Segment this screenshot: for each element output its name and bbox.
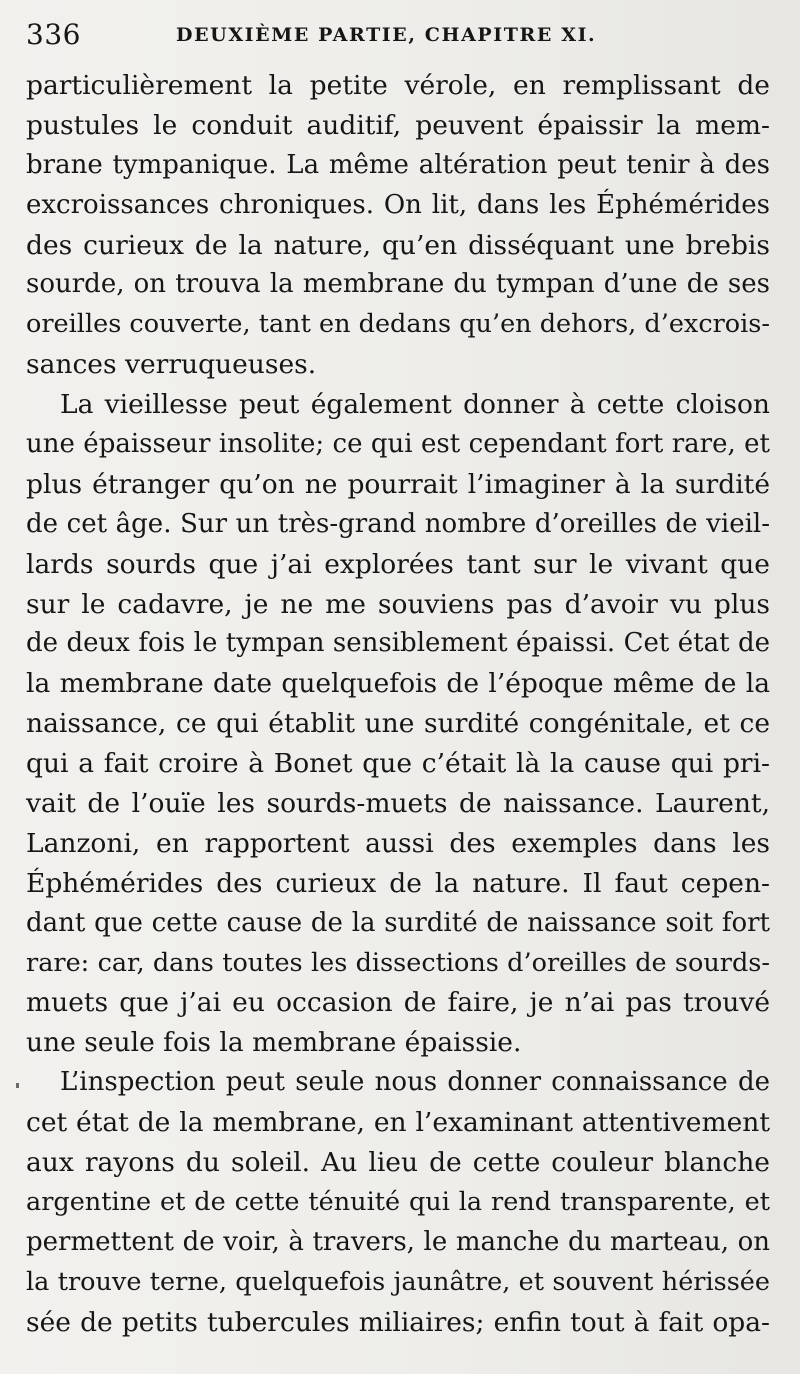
text-line: sur le cadavre, je ne me souviens pas d’avoir vu plus: [26, 588, 770, 620]
text-line: sée de petits tubercules miliaires; enfin tout à fait opa-: [26, 1306, 770, 1338]
text-line: brane tympanique. La même altération peut tenir à des: [26, 149, 770, 180]
text-line: cet état de la membrane, en l’examinant attentivement: [26, 1107, 770, 1139]
text-line: permettent de voir, à travers, le manche du marteau, on: [26, 1226, 770, 1257]
text-line: la membrane date quelquefois de l’époque même de la: [26, 668, 770, 700]
running-head: DEUXIÈME PARTIE, CHAPITRE XI.: [176, 24, 597, 46]
text-line: sourde, on trouva la membrane du tympan d’une de ses: [26, 269, 770, 300]
text-line: la trouve terne, quelquefois jaunâtre, et souvent hérissée: [26, 1266, 770, 1297]
text-line: aux rayons du soleil. Au lieu de cette couleur blanche: [26, 1147, 770, 1179]
paragraph-mark: [16, 1083, 19, 1088]
text-line: La vieillesse peut également donner à cette cloison: [60, 389, 770, 421]
body-text: [26, 66, 770, 1343]
text-line: lards sourds que j’ai explorées tant sur le vivant que: [26, 548, 770, 580]
text-line: plus étranger qu’on ne pourrait l’imaginer à la surdité: [26, 468, 770, 500]
text-line: excroissances chroniques. On lit, dans les Éphémérides: [26, 189, 770, 220]
text-line: de cet âge. Sur un très-grand nombre d’oreilles de vieil-: [26, 508, 770, 539]
text-line: dant que cette cause de la surdité de naissance soit fort: [26, 907, 770, 938]
text-line: naissance, ce qui établit une surdité congénitale, et ce: [26, 708, 770, 740]
text-line: des curieux de la nature, qu’en disséquant une brebis: [26, 229, 770, 261]
text-line: oreilles couverte, tant en dedans qu’en dehors, d’excrois-: [26, 309, 770, 340]
text-line: particulièrement la petite vérole, en remplissant de: [26, 70, 770, 101]
text-line: Éphémérides des curieux de la nature. Il faut cepen-: [26, 867, 770, 899]
text-line: vait de l’ouïe les sourds-muets de naissance. Laurent,: [26, 788, 770, 820]
text-line: Lanzoni, en rapportent aussi des exemples dans les: [26, 827, 770, 859]
text-line: une seule fois la membrane épaissie.: [26, 1027, 522, 1059]
text-line: pustules le conduit auditif, peuvent épaissir la mem-: [26, 109, 770, 141]
page-header: [26, 18, 770, 58]
page-number: 336: [26, 18, 81, 51]
text-line: muets que j’ai eu occasion de faire, je n’ai pas trouvé: [26, 987, 770, 1019]
text-line: qui a fait croire à Bonet que c’était là la cause qui pri-: [26, 748, 770, 780]
text-line: rare: car, dans toutes les dissections d’oreilles de sourds-: [26, 947, 770, 978]
text-line: argentine et de cette ténuité qui la rend transparente, et: [26, 1186, 770, 1217]
text-line: L’inspection peut seule nous donner connaissance de: [60, 1067, 770, 1098]
text-line: de deux fois le tympan sensiblement épaissi. Cet état de: [26, 628, 770, 659]
text-line: sances verruqueuses.: [26, 349, 317, 381]
text-line: une épaisseur insolite; ce qui est cependant fort rare, et: [26, 429, 770, 460]
